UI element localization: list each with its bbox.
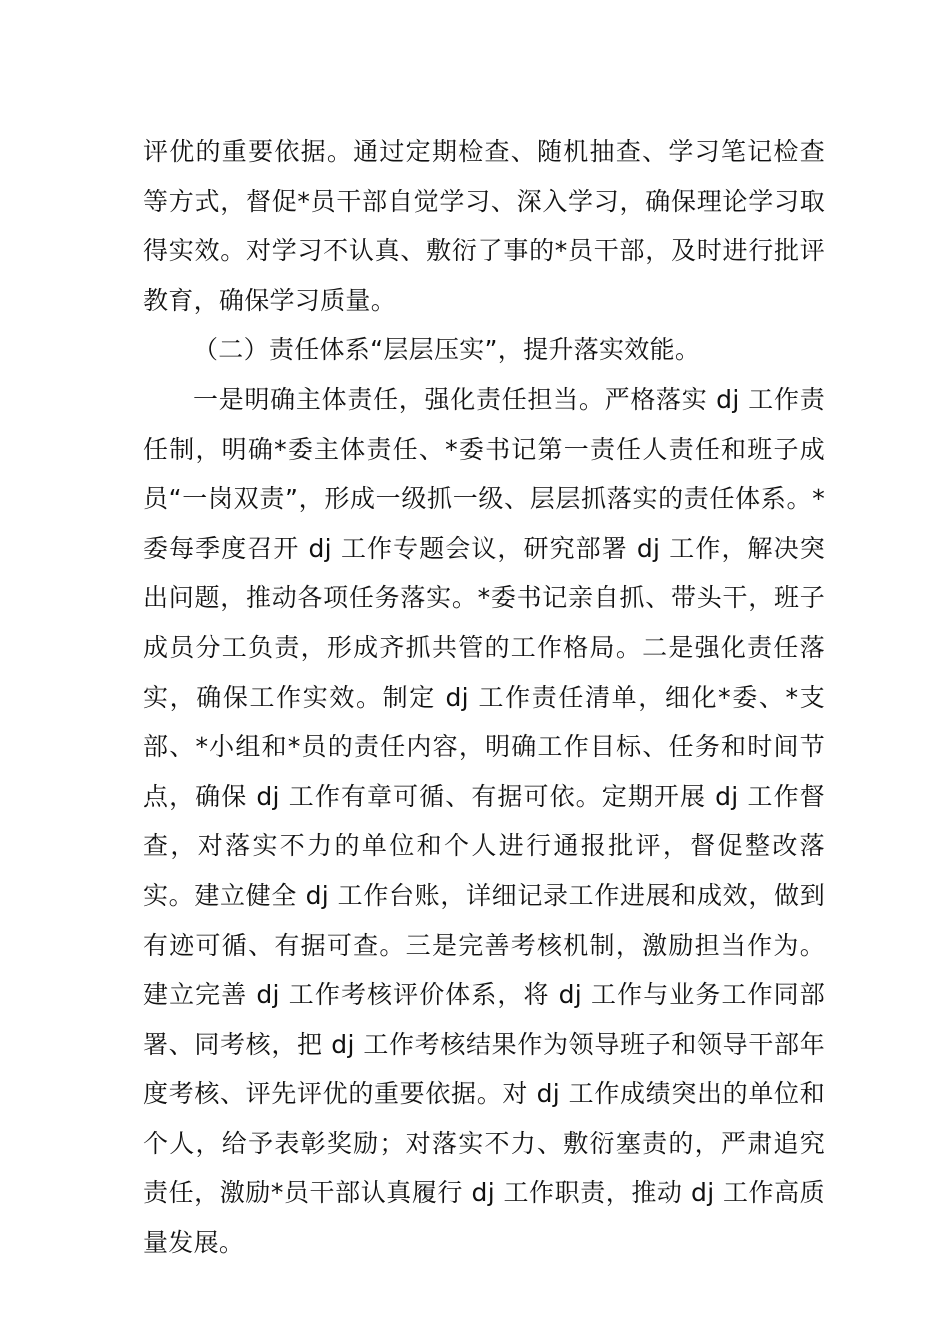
paragraph-body: 一是明确主体责任，强化责任担当。严格落实 dj 工作责任制，明确*委主体责任、*委书记第一责任人责任和班子成员“一岗双责”，形成一级抓一级、层层抓落实的责任体系。*委每季度召开 dj 工作专题会议，研究部署 dj 工作，解决突出问题，推动各项任务落实。*委书记亲自抓、带头干，班子成员分工负责，形成齐抓共管的工作格局。二是强化责任落实，确保工作实效。制定 dj 工作责任清单，细化*委、*支部、*小组和*员的责任内容，明确工作目标、任务和时间节点，确保 dj 工作有章可循、有据可依。定期开展 dj 工作督查，对落实不力的单位和个人进行通报批评，督促整改落实。建立健全 dj 工作台账，详细记录工作进展和成效，做到有迹可循、有据可查。三是完善考核机制，激励担当作为。建立完善 dj 工作考核评价体系，将 dj 工作与业务工作同部署、同考核，把 dj 工作考核结果作为领导班子和领导干部年度考核、评先评优的重要依据。对 dj 工作成绩突出的单位和个人，给予表彰奖励；对落实不力、敷衍塞责的，严肃追究责任，激励*员干部认真履行 dj 工作职责，推动 dj 工作高质量发展。 — [143, 384, 825, 1258]
section-heading: （二）责任体系“层层压实”，提升落实效能。 — [193, 335, 701, 365]
document-page — [143, 127, 825, 1268]
paragraph-continuation: 评优的重要依据。通过定期检查、随机抽查、学习笔记检查等方式，督促*员干部自觉学习、深入学习，确保理论学习取得实效。对学习不认真、敷衍了事的*员干部，及时进行批评教育，确保学习质量。 — [143, 137, 825, 315]
